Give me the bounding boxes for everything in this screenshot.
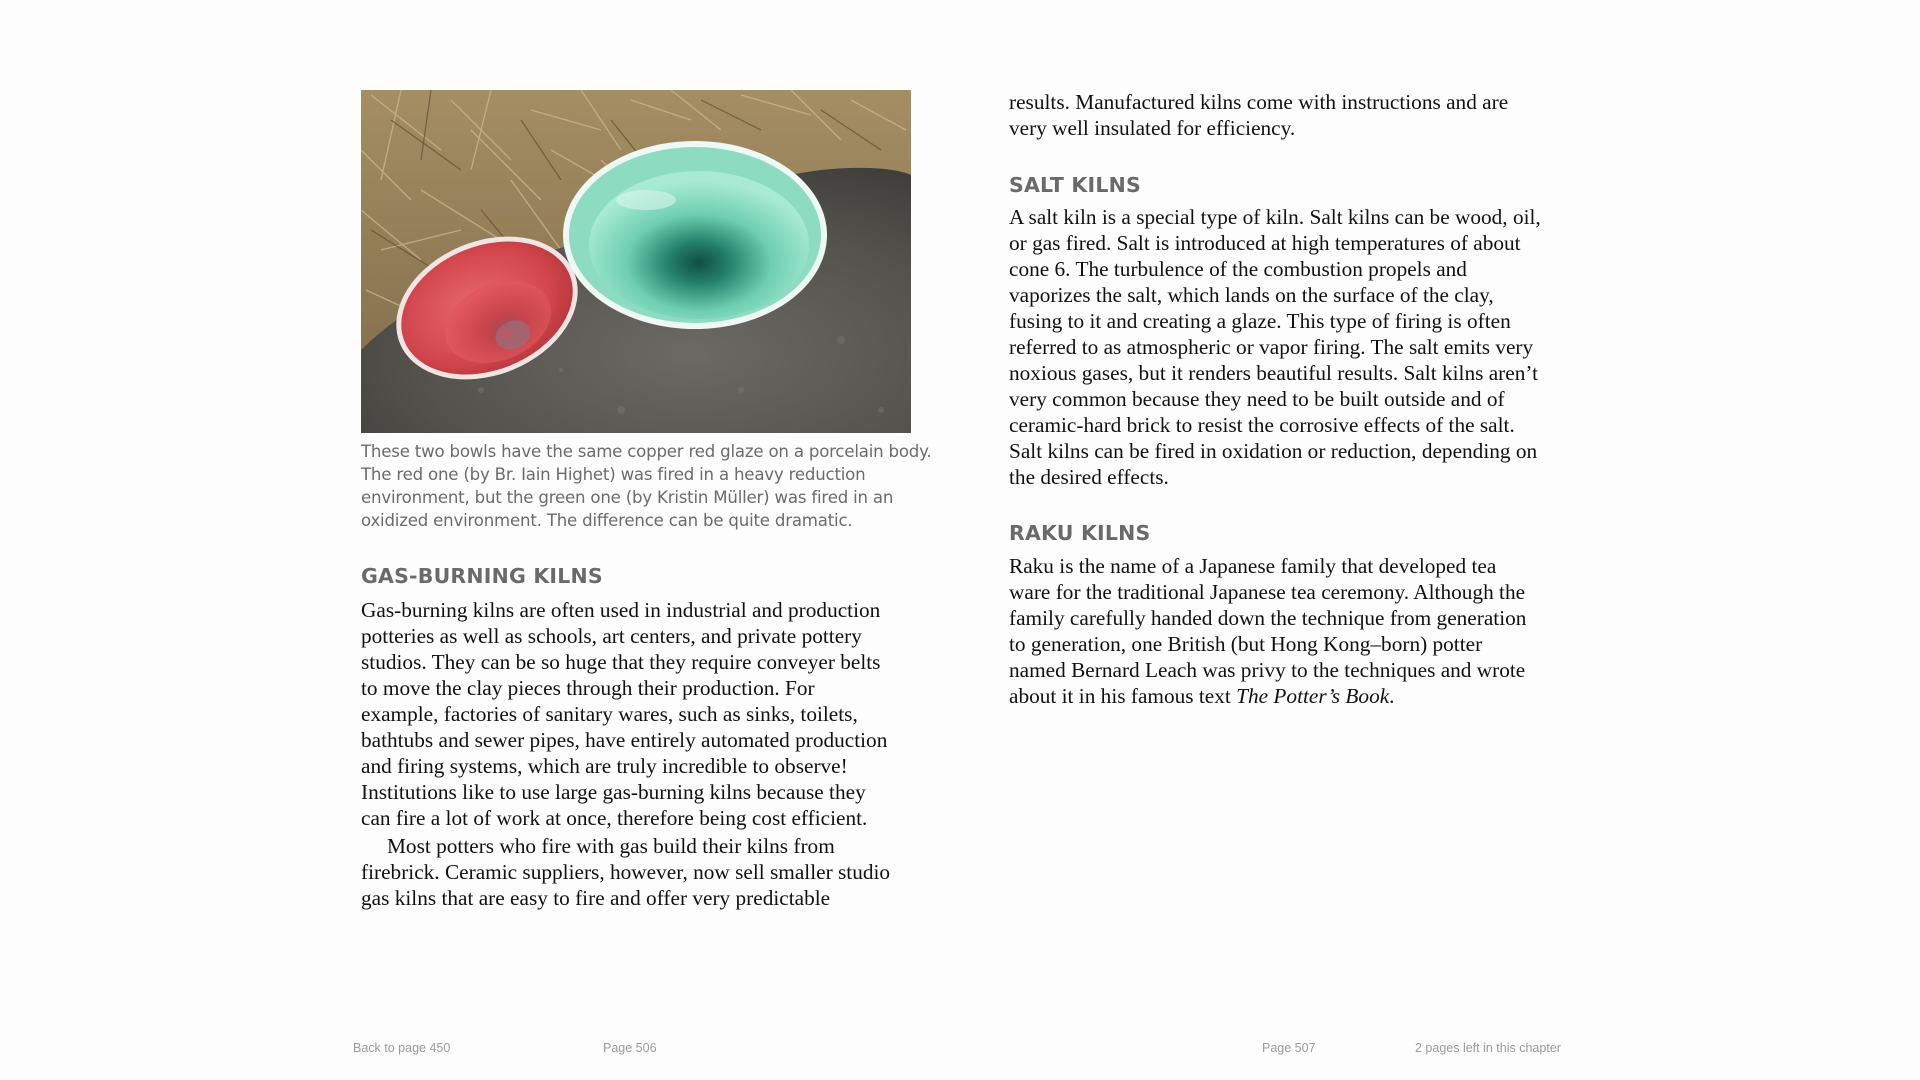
body-line: cone 6. The turbulence of the combustion propels and: [1009, 257, 1467, 281]
book-title: The Potter’s Book: [1236, 684, 1390, 708]
section-heading-raku-kilns: RAKU KILNS: [1009, 521, 1151, 545]
body-line: Gas-burning kilns are often used in industrial and production: [361, 598, 881, 622]
pages-left-in-chapter: 2 pages left in this chapter: [1415, 1041, 1561, 1055]
left-page-number: Page 506: [603, 1041, 657, 1055]
body-line: [1009, 683, 1569, 709]
body-line: bathtubs and sewer pipes, have entirely automated production: [361, 728, 888, 752]
caption-line: The red one (by Br. Iain Highet) was fired in a heavy reduction: [361, 465, 866, 484]
body-line: and firing systems, which are truly incredible to observe!: [361, 754, 848, 778]
caption-line: oxidized environment. The difference can be quite dramatic.: [361, 511, 853, 530]
body-line: very common because they need to be built outside and of: [1009, 387, 1505, 411]
section-heading-salt-kilns: SALT KILNS: [1009, 173, 1141, 197]
body-line: fusing to it and creating a glaze. This type of firing is often: [1009, 309, 1511, 333]
body-line: very well insulated for efficiency.: [1009, 116, 1296, 140]
body-line: Salt kilns can be fired in oxidation or reduction, depending on: [1009, 439, 1538, 463]
body-line: the desired effects.: [1009, 465, 1169, 489]
body-text-segment: about it in his famous text: [1009, 684, 1237, 708]
continued-paragraph: [1009, 89, 1569, 141]
raku-kilns-body: [1009, 553, 1569, 709]
body-line: named Bernard Leach was privy to the techniques and wrote: [1009, 658, 1526, 682]
body-line: Raku is the name of a Japanese family that developed tea: [1009, 554, 1497, 578]
body-line: potteries as well as schools, art centers, and private pottery: [361, 624, 862, 648]
body-line: firebrick. Ceramic suppliers, however, now sell smaller studio: [361, 860, 891, 884]
body-text-segment: .: [1389, 684, 1395, 708]
body-line: example, factories of sanitary wares, such as sinks, toilets,: [361, 702, 858, 726]
gas-burning-body: [361, 597, 921, 911]
body-line: noxious gases, but it renders beautiful results. Salt kilns aren’t: [1009, 361, 1538, 385]
body-line: Most potters who fire with gas build their kilns from: [387, 834, 835, 858]
body-line: vaporizes the salt, which lands on the surface of the clay,: [1009, 283, 1494, 307]
figure-caption: [361, 440, 932, 532]
body-line: or gas fired. Salt is introduced at high temperatures of about: [1009, 231, 1521, 255]
section-heading-gas-burning-kilns: GAS-BURNING KILNS: [361, 564, 603, 588]
body-line: A salt kiln is a special type of kiln. Salt kilns can be wood, oil,: [1009, 205, 1541, 229]
body-line: results. Manufactured kilns come with instructions and are: [1009, 90, 1509, 114]
body-line: ceramic-hard brick to resist the corrosive effects of the salt.: [1009, 413, 1515, 437]
body-line: to move the clay pieces through their production. For: [361, 676, 815, 700]
salt-kilns-body: [1009, 204, 1569, 490]
caption-line: These two bowls have the same copper red glaze on a porcelain body.: [361, 442, 932, 461]
bowls-photo: [361, 90, 911, 433]
body-line: referred to as atmospheric or vapor firing. The salt emits very: [1009, 335, 1534, 359]
body-line: can fire a lot of work at once, therefore being cost efficient.: [361, 806, 868, 830]
body-line: family carefully handed down the technique from generation: [1009, 606, 1527, 630]
body-line: ware for the traditional Japanese tea ceremony. Although the: [1009, 580, 1526, 604]
caption-line: environment, but the green one (by Kristin Müller) was fired in an: [361, 488, 894, 507]
body-line: Institutions like to use large gas-burning kilns because they: [361, 780, 866, 804]
right-page-number: Page 507: [1262, 1041, 1316, 1055]
body-line: gas kilns that are easy to fire and offer very predictable: [361, 886, 831, 910]
body-line: to generation, one British (but Hong Kong–born) potter: [1009, 632, 1483, 656]
body-line: studios. They can be so huge that they require conveyer belts: [361, 650, 881, 674]
back-to-page-link[interactable]: Back to page 450: [353, 1041, 451, 1055]
